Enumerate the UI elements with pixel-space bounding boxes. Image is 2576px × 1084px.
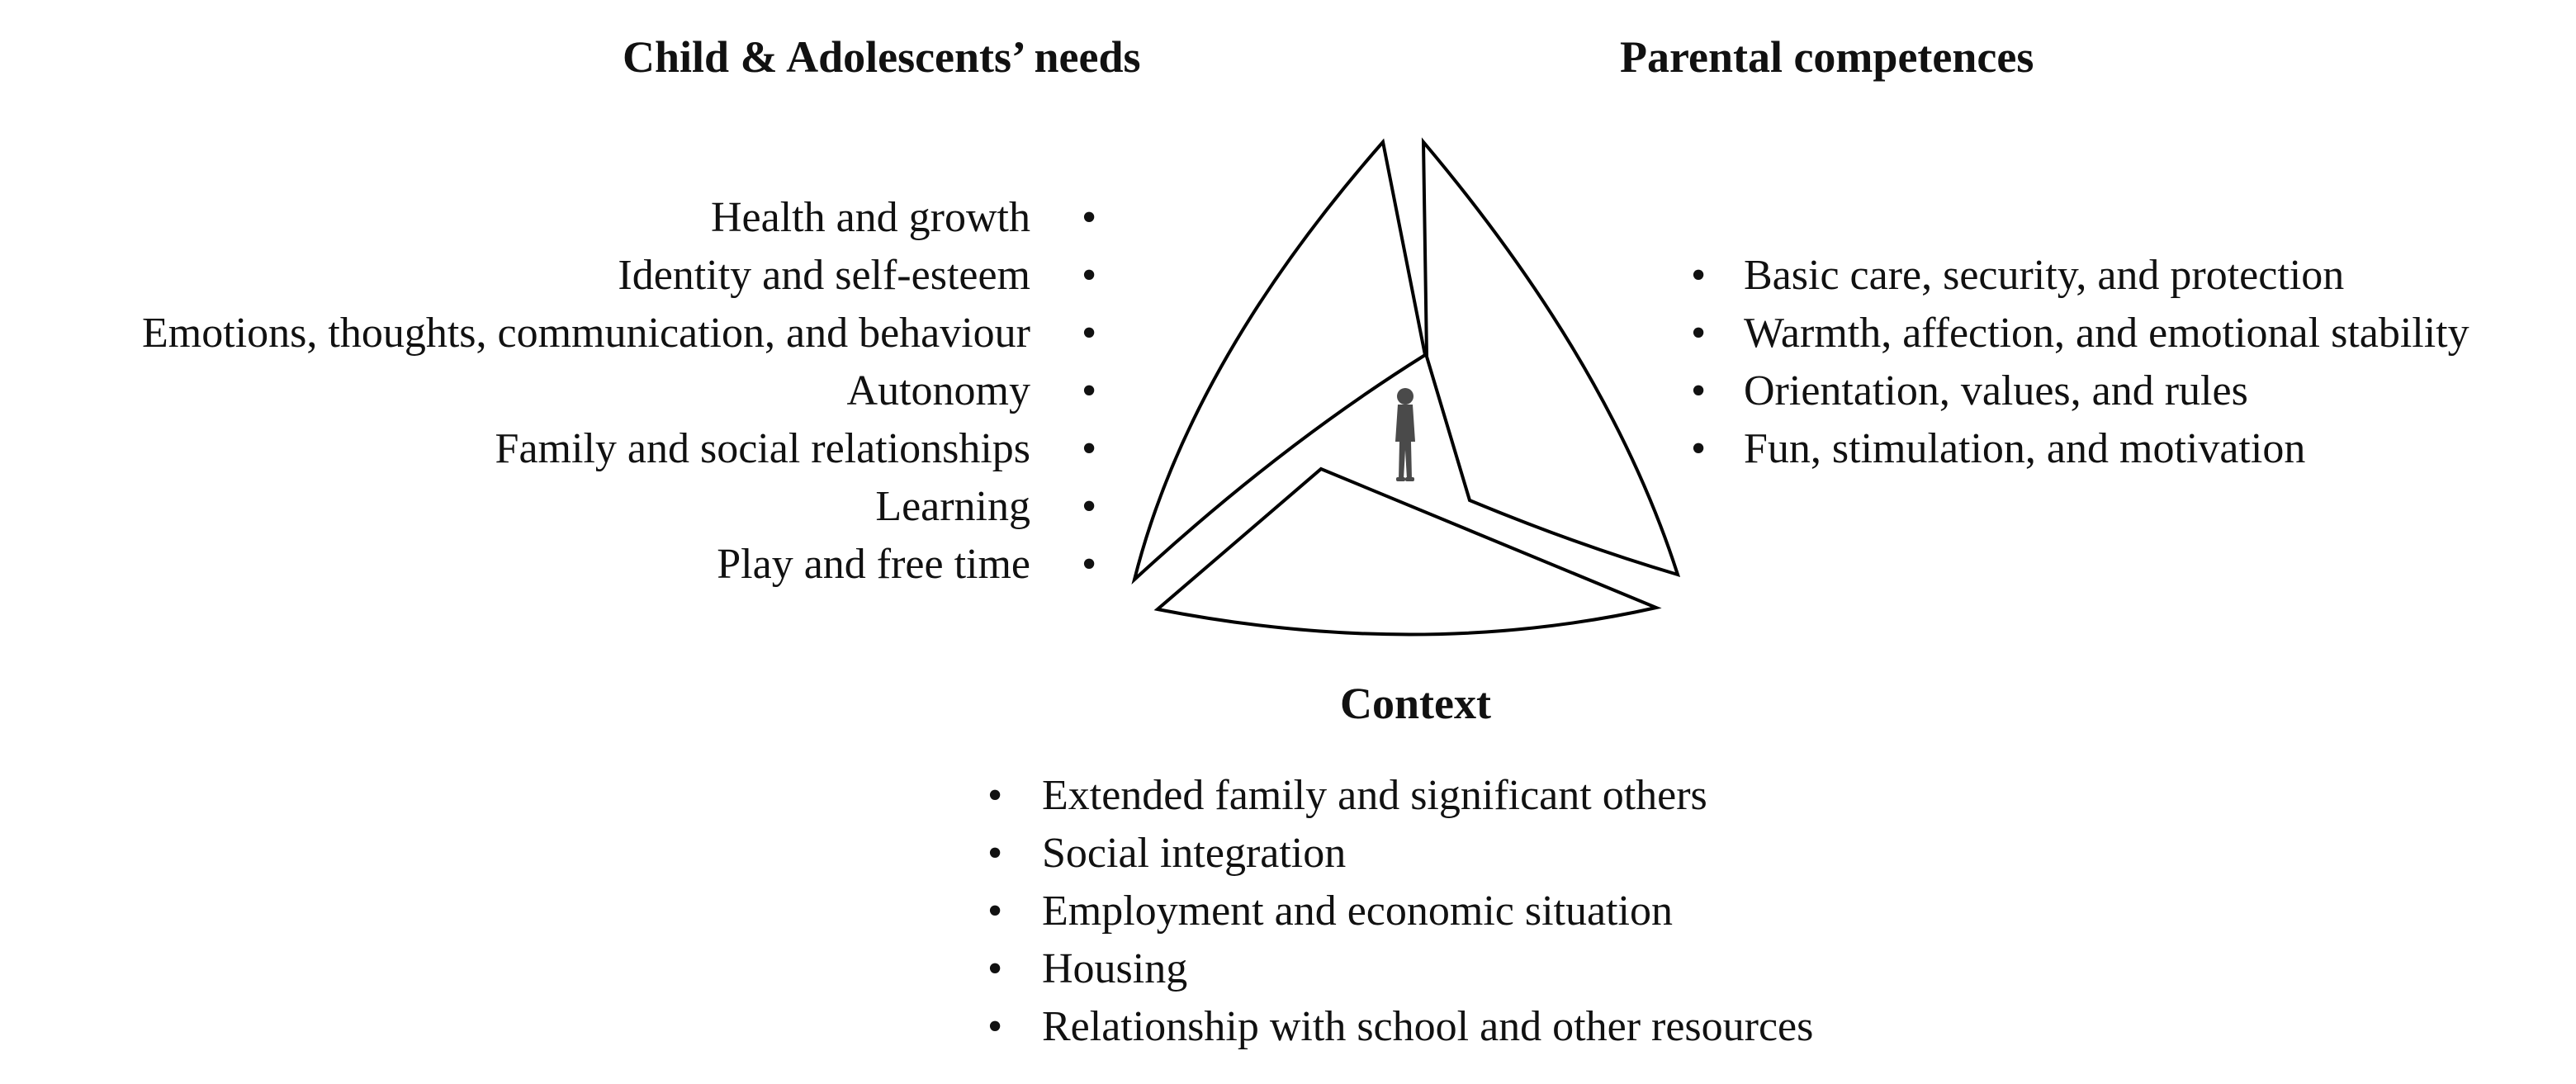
bullet: • (1082, 194, 1097, 241)
needs-heading: Child & Adolescents’ needs (623, 32, 1141, 82)
competences-item-basic-care: Basic care, security, and protection (1744, 252, 2345, 299)
needs-item-play: Play and free time (717, 541, 1030, 588)
context-item-social-integration: Social integration (1042, 830, 1347, 877)
bullet: • (987, 772, 1003, 819)
bullet: • (987, 830, 1003, 877)
bullet: • (1691, 310, 1707, 357)
competences-segment (1423, 142, 1678, 575)
needs-segment (1134, 142, 1425, 580)
child-figure-icon (1395, 388, 1415, 481)
context-heading: Context (1340, 679, 1491, 728)
bullet: • (987, 945, 1003, 992)
competences-item-fun: Fun, stimulation, and motivation (1744, 425, 2306, 472)
needs-item-identity: Identity and self-esteem (618, 252, 1030, 299)
context-item-employment: Employment and economic situation (1042, 888, 1673, 935)
bullet: • (987, 1003, 1003, 1050)
needs-item-autonomy: Autonomy (846, 367, 1030, 414)
bullet: • (1082, 252, 1097, 299)
needs-item-health: Health and growth (710, 194, 1030, 241)
context-item-extended-family: Extended family and significant others (1042, 772, 1707, 819)
competences-item-orientation: Orientation, values, and rules (1744, 367, 2248, 414)
competences-heading: Parental competences (1620, 32, 2034, 82)
bullet: • (1691, 252, 1707, 299)
bullet: • (1691, 367, 1707, 414)
context-item-school: Relationship with school and other resources (1042, 1003, 1814, 1050)
bullet: • (1082, 541, 1097, 588)
competences-item-warmth: Warmth, affection, and emotional stability (1744, 310, 2469, 357)
needs-item-learning: Learning (875, 483, 1030, 530)
bullet: • (1082, 483, 1097, 530)
bullet: • (1691, 425, 1707, 472)
bullet: • (1082, 425, 1097, 472)
context-item-housing: Housing (1042, 945, 1188, 992)
bullet: • (1082, 367, 1097, 414)
needs-item-emotions: Emotions, thoughts, communication, and behaviour (142, 310, 1030, 357)
bullet: • (1082, 310, 1097, 357)
needs-item-relationships: Family and social relationships (495, 425, 1030, 472)
bullet: • (987, 888, 1003, 935)
